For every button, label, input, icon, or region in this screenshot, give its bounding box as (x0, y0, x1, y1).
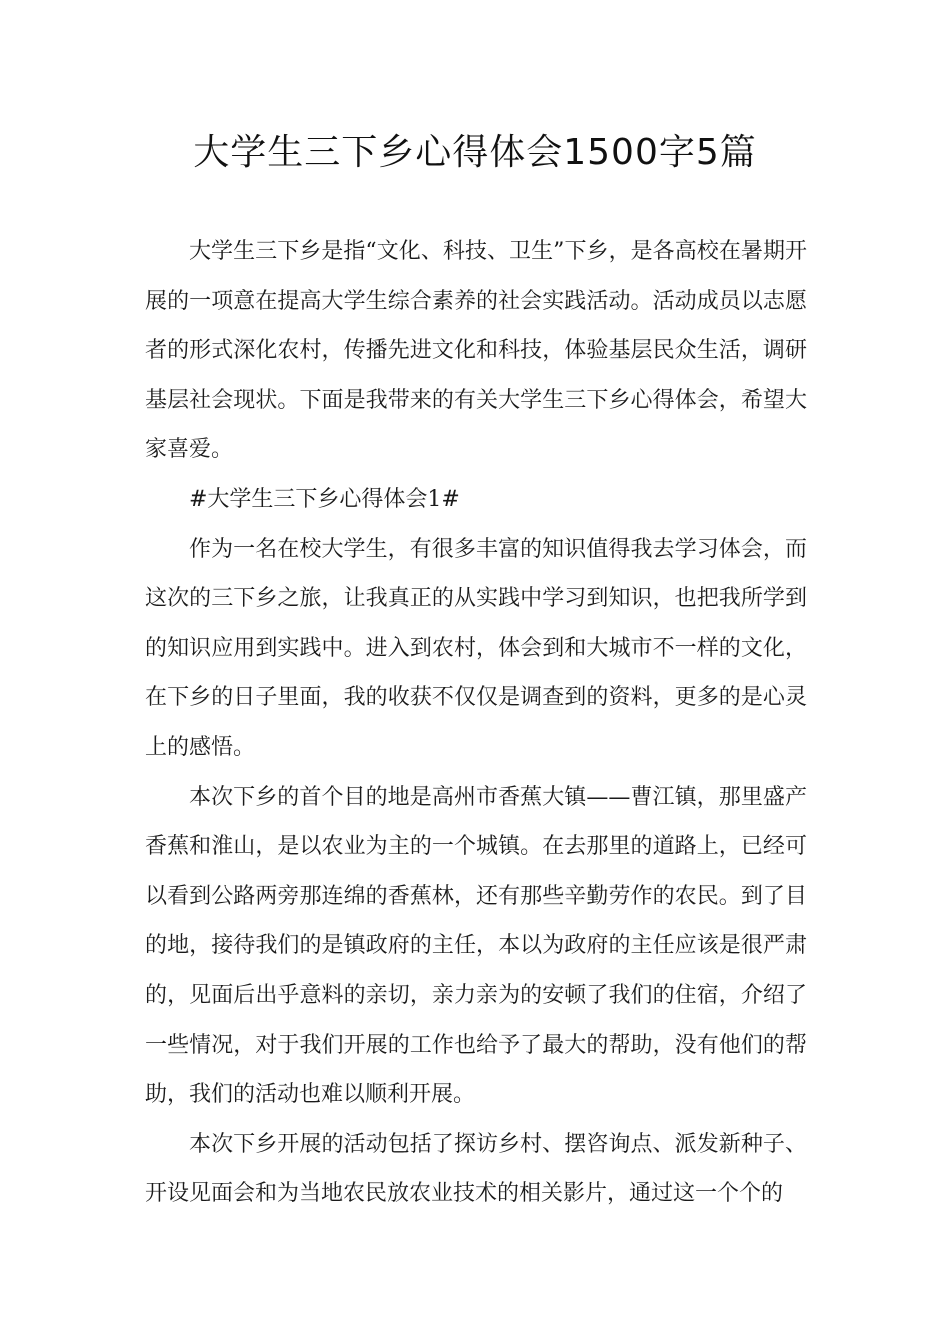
document-body (145, 227, 807, 1219)
body-paragraph: 作为一名在校大学生，有很多丰富的知识值得我去学习体会，而这次的三下乡之旅，让我真正的从实践中学习到知识，也把我所学到的知识应用到实践中。进入到农村，体会到和大城市不一样的文化，在下乡的日子里面，我的收获不仅仅是调查到的资料，更多的是心灵上的感悟。 (145, 536, 807, 760)
body-paragraph: 本次下乡的首个目的地是高州市香蕉大镇——曹江镇，那里盛产香蕉和淮山，是以农业为主的一个城镇。在去那里的道路上，已经可以看到公路两旁那连绵的香蕉林，还有那些辛勤劳作的农民。到了目的地，接待我们的是镇政府的主任，本以为政府的主任应该是很严肃的，见面后出乎意料的亲切，亲力亲为的安顿了我们的住宿，介绍了一些情况，对于我们开展的工作也给予了最大的帮助，没有他们的帮助，我们的活动也难以顺利开展。 (145, 784, 807, 1108)
document-title: 大学生三下乡心得体会1500字5篇 (193, 132, 757, 173)
body-paragraph: 本次下乡开展的活动包括了探访乡村、摆咨询点、派发新种子、开设见面会和为当地农民放农业技术的相关影片，通过这一个个的 (145, 1131, 807, 1207)
section-heading: #大学生三下乡心得体会1# (189, 486, 460, 512)
intro-paragraph: 大学生三下乡是指“文化、科技、卫生”下乡，是各高校在暑期开展的一项意在提高大学生综合素养的社会实践活动。活动成员以志愿者的形式深化农村，传播先进文化和科技，体验基层民众生活，调研基层社会现状。下面是我带来的有关大学生三下乡心得体会，希望大家喜爱。 (145, 239, 807, 463)
